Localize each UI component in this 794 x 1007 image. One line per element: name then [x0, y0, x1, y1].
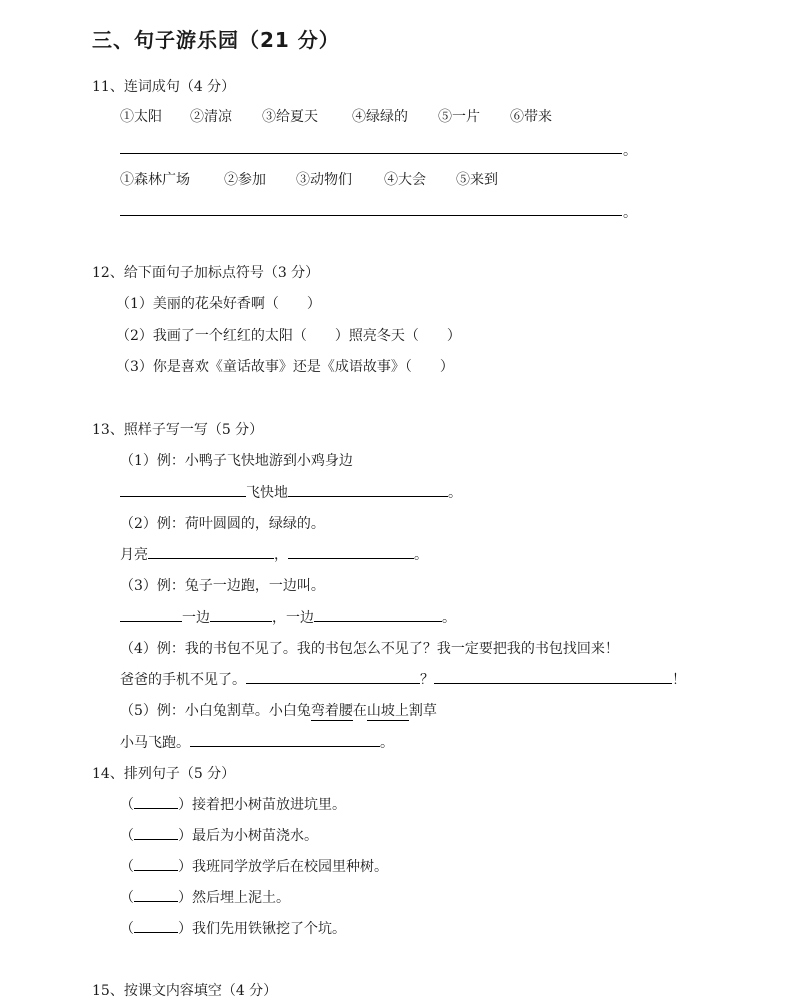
q12-item: （2）我画了一个红红的太阳（ ）照亮冬天（ ） [116, 328, 461, 344]
sentence-text: 我们先用铁锹挖了个坑。 [192, 921, 346, 937]
order-blank[interactable] [134, 858, 178, 871]
q13-answer-1 [120, 482, 462, 502]
open-paren: （ [120, 921, 134, 937]
blank-line[interactable] [120, 484, 246, 497]
order-blank[interactable] [134, 827, 178, 840]
q11-word: ③动物们 [296, 172, 352, 188]
sentence-text: 最后为小树苗浇水。 [192, 828, 318, 844]
q13-answer-5 [120, 732, 394, 752]
q13-example-5 [120, 700, 437, 720]
close-paren: ） [178, 890, 192, 906]
q12-item: （1）美丽的花朵好香啊（ ） [116, 296, 321, 312]
fixed-text: 割草 [408, 703, 437, 719]
q14-item [120, 825, 318, 845]
open-paren: （ [120, 859, 134, 875]
fixed-text: 一边 [182, 610, 210, 626]
answer-line[interactable] [120, 153, 622, 154]
period: 。 [380, 735, 394, 751]
fixed-text: ，一边 [272, 610, 314, 626]
q13-example-1: （1）例：小鸭子飞快地游到小鸡身边 [120, 453, 353, 469]
close-paren: ） [178, 828, 192, 844]
q11-word: ②参加 [224, 172, 266, 188]
q12-title: 12、给下面句子加标点符号（3 分） [92, 265, 320, 281]
open-paren: （ [120, 797, 134, 813]
q14-title: 14、排列句子（5 分） [92, 766, 236, 782]
end-mark: 。 [623, 143, 637, 159]
fixed-text: 飞快地 [246, 485, 288, 501]
close-paren: ） [178, 797, 192, 813]
q11-word: ⑤来到 [456, 172, 498, 188]
q11-word: ④绿绿的 [352, 109, 408, 125]
blank-line[interactable] [434, 671, 672, 684]
open-paren: （ [120, 828, 134, 844]
sentence-text: 然后埋上泥土。 [192, 890, 290, 906]
q11-title: 11、连词成句（4 分） [92, 79, 236, 95]
fixed-text: 月亮 [120, 547, 148, 563]
q13-title: 13、照样子写一写（5 分） [92, 422, 264, 438]
sentence-text: 我班同学放学后在校园里种树。 [192, 859, 388, 875]
blank-line[interactable] [288, 484, 448, 497]
q11-word: ②清凉 [190, 109, 232, 125]
fixed-text: 小马飞跑。 [120, 735, 190, 751]
blank-line[interactable] [210, 609, 272, 622]
blank-line[interactable] [314, 609, 442, 622]
question-mark: ？ [420, 672, 434, 688]
period: 。 [442, 610, 456, 626]
q11-word: ④大会 [384, 172, 426, 188]
underlined-phrase: 山坡上 [366, 703, 409, 719]
blank-line[interactable] [288, 546, 414, 559]
q14-item [120, 856, 388, 876]
q13-answer-3 [120, 607, 456, 627]
q11-word: ⑥带来 [510, 109, 552, 125]
q13-example-4: （4）例：我的书包不见了。我的书包怎么不见了？我一定要把我的书包找回来！ [120, 641, 619, 657]
fixed-text: 爸爸的手机不见了。 [120, 672, 246, 688]
q11-word: ①森林广场 [120, 172, 190, 188]
period: 。 [414, 547, 428, 563]
period: 。 [448, 485, 462, 501]
section-title: 三、句子游乐园（21 分） [92, 28, 340, 52]
q11-word: ①太阳 [120, 109, 162, 125]
exclamation-mark: ！ [672, 672, 686, 688]
fixed-text: 在 [352, 703, 367, 719]
q13-example-3: （3）例：兔子一边跑，一边叫。 [120, 578, 325, 594]
order-blank[interactable] [134, 889, 178, 902]
comma: ， [274, 547, 288, 563]
order-blank[interactable] [134, 920, 178, 933]
end-mark: 。 [623, 205, 637, 221]
open-paren: （ [120, 890, 134, 906]
close-paren: ） [178, 921, 192, 937]
q13-example-2: （2）例：荷叶圆圆的，绿绿的。 [120, 516, 325, 532]
q11-word: ⑤一片 [438, 109, 480, 125]
blank-line[interactable] [190, 734, 380, 747]
answer-line[interactable] [120, 215, 622, 216]
close-paren: ） [178, 859, 192, 875]
sentence-text: 接着把小树苗放进坑里。 [192, 797, 346, 813]
q12-item: （3）你是喜欢《童话故事》还是《成语故事》（ ） [116, 359, 454, 375]
q14-item [120, 794, 346, 814]
q13-answer-2 [120, 544, 428, 564]
q11-word: ③给夏天 [262, 109, 318, 125]
q14-item [120, 887, 290, 907]
q14-item [120, 918, 346, 938]
order-blank[interactable] [134, 796, 178, 809]
underlined-phrase: 弯着腰 [310, 703, 353, 719]
blank-line[interactable] [120, 609, 182, 622]
fixed-text: （5）例：小白兔割草。小白兔 [120, 703, 311, 719]
q15-title: 15、按课文内容填空（4 分） [92, 983, 278, 999]
blank-line[interactable] [246, 671, 420, 684]
q13-answer-4 [120, 669, 686, 689]
blank-line[interactable] [148, 546, 274, 559]
